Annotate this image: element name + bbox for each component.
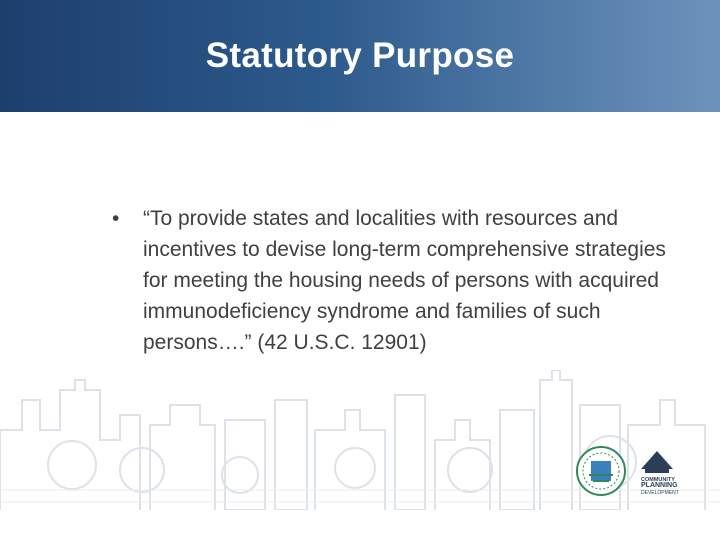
hud-seal-icon — [577, 447, 625, 495]
bullet-marker: • — [112, 207, 120, 230]
title-banner — [0, 0, 720, 112]
logo-text-planning: PLANNING — [641, 482, 678, 489]
bullet-text: “To provide states and localities with resources and incentives to devise long-term comprehensive strategies for meeting the housing needs of persons with acquired immunodeficiency syndrome and families of such persons….” (42 U.S.C. 12901) — [143, 207, 666, 354]
slide-title: Statutory Purpose — [205, 36, 515, 75]
list-item — [112, 203, 692, 358]
logo-text-development: DEVELOPMENT — [641, 490, 679, 496]
community-planning-logo — [641, 451, 679, 496]
logo-text-community: COMMUNITY — [641, 477, 675, 483]
footer-logos — [575, 445, 715, 497]
bullet-list — [112, 203, 692, 358]
